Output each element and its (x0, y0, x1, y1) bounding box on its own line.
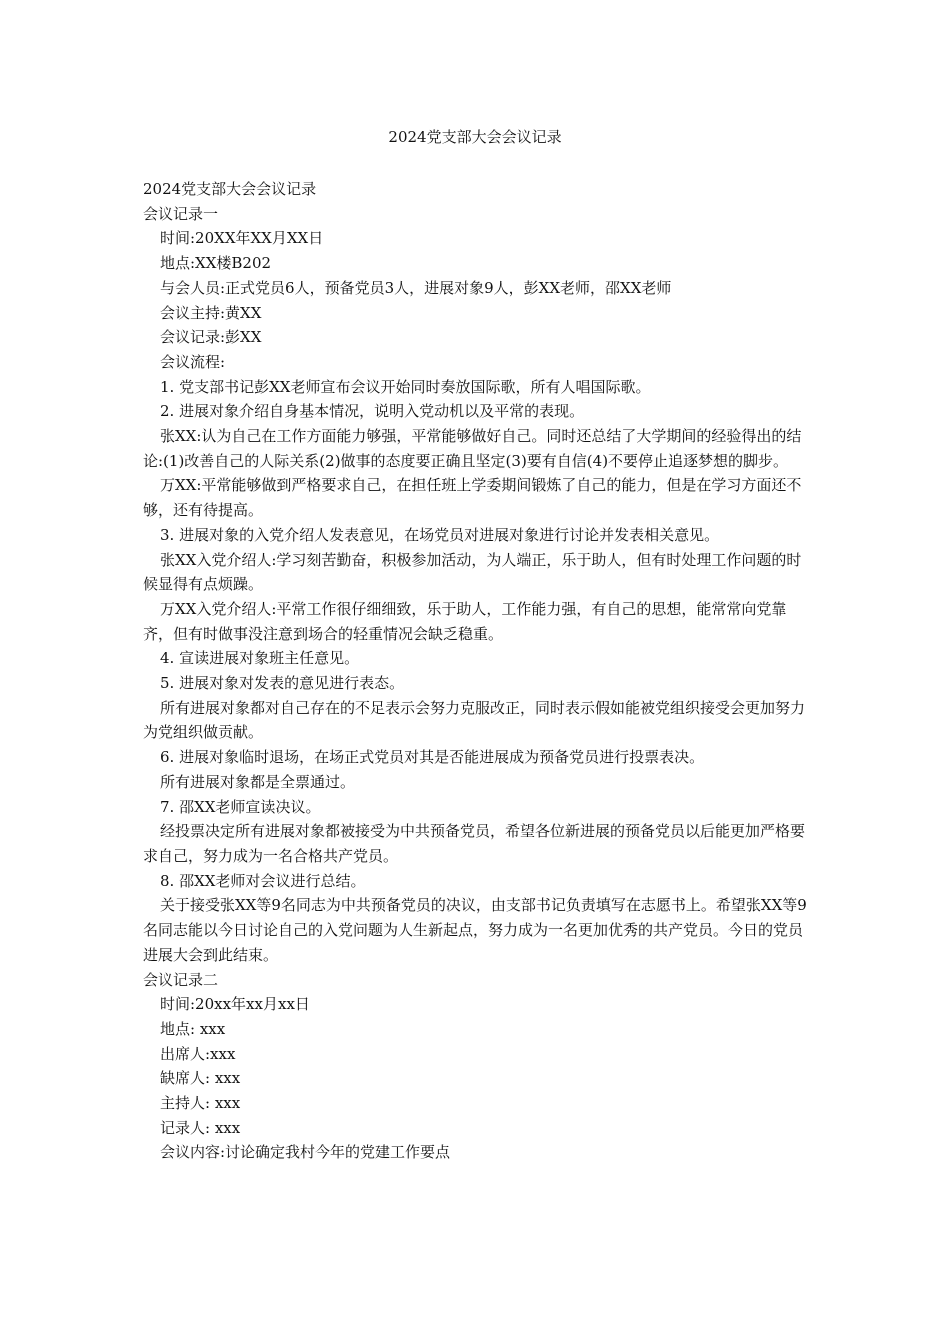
record1-attendees: 与会人员:正式党员6人，预备党员3人，进展对象9人，彭XX老师，邵XX老师 (160, 278, 672, 297)
record1-zhang-statement: 张XX:认为自己在工作方面能力够强，平常能够做好自己。同时还总结了大学期间的经验得出的结论:(1)改善自己的人际关系(2)做事的态度要正确且坚定(3)要有自信(4)不要停止追逐梦想的脚步。 (143, 427, 802, 470)
record1-time: 时间:20XX年XX月XX日 (160, 229, 324, 248)
record1-step4: 4. 宣读进展对象班主任意见。 (160, 649, 360, 668)
record1-step3: 3. 进展对象的入党介绍人发表意见，在场党员对进展对象进行讨论并发表相关意见。 (160, 525, 720, 544)
record2-recorder: 记录人: xxx (160, 1118, 241, 1137)
record2-absent: 缺席人: xxx (160, 1069, 241, 1088)
record2-content: 会议内容:讨论确定我村今年的党建工作要点 (160, 1143, 451, 1162)
record1-step5-text: 所有进展对象都对自己存在的不足表示会努力克服改正，同时表示假如能被党组织接受会更加努力为党组织做贡献。 (143, 698, 806, 742)
record2-place: 地点: xxx (160, 1019, 226, 1038)
record1-step5: 5. 进展对象对发表的意见进行表态。 (160, 674, 405, 693)
record1-step6-text: 所有进展对象都是全票通过。 (160, 772, 356, 791)
record1-step1: 1. 党支部书记彭XX老师宣布会议开始同时奏放国际歌，所有人唱国际歌。 (160, 377, 651, 396)
record1-place: 地点:XX楼B202 (160, 254, 272, 273)
record1-wan-statement: 万XX:平常能够做到严格要求自己，在担任班上学委期间锻炼了自己的能力，但是在学习方面还不够，还有待提高。 (143, 476, 802, 520)
page-title: 2024党支部大会会议记录 (388, 128, 562, 146)
record1-step6: 6. 进展对象临时退场，在场正式党员对其是否能进展成为预备党员进行投票表决。 (160, 748, 705, 767)
document-body (143, 177, 813, 1165)
record1-process-label: 会议流程: (160, 352, 226, 371)
record1-label: 会议记录一 (143, 204, 219, 223)
record2-time: 时间:20xx年xx月xx日 (160, 995, 310, 1014)
record2-host: 主持人: xxx (160, 1094, 241, 1113)
record1-step7: 7. 邵XX老师宣读决议。 (160, 797, 321, 816)
document-heading: 2024党支部大会会议记录 (143, 180, 317, 198)
record1-step2: 2. 进展对象介绍自身基本情况，说明入党动机以及平常的表现。 (160, 402, 585, 421)
record1-zhang-introducer: 张XX入党介绍人:学习刻苦勤奋，积极参加活动，为人端正，乐于助人，但有时处理工作问题的时候显得有点烦躁。 (143, 550, 802, 594)
record1-wan-introducer: 万XX入党介绍人:平常工作很仔细细致，乐于助人，工作能力强，有自己的思想，能常常向党靠齐，但有时做事没注意到场合的轻重情况会缺乏稳重。 (143, 599, 787, 643)
record1-step7-text: 经投票决定所有进展对象都被接受为中共预备党员，希望各位新进展的预备党员以后能更加严格要求自己，努力成为一名合格共产党员。 (143, 822, 806, 865)
record1-host: 会议主持:黄XX (160, 303, 262, 322)
record2-label: 会议记录二 (143, 970, 219, 989)
record1-recorder: 会议记录:彭XX (160, 328, 262, 347)
record1-step8-text: 关于接受张XX等9名同志为中共预备党员的决议，由支部书记负责填写在志愿书上。希望张XX等9名同志能以今日讨论自己的入党问题为人生新起点，努力成为一名更加优秀的共产党员。今日的党员进展大会到此结束。 (143, 896, 807, 964)
record2-present: 出席人:xxx (160, 1044, 236, 1063)
record1-step8: 8. 邵XX老师对会议进行总结。 (160, 871, 366, 890)
